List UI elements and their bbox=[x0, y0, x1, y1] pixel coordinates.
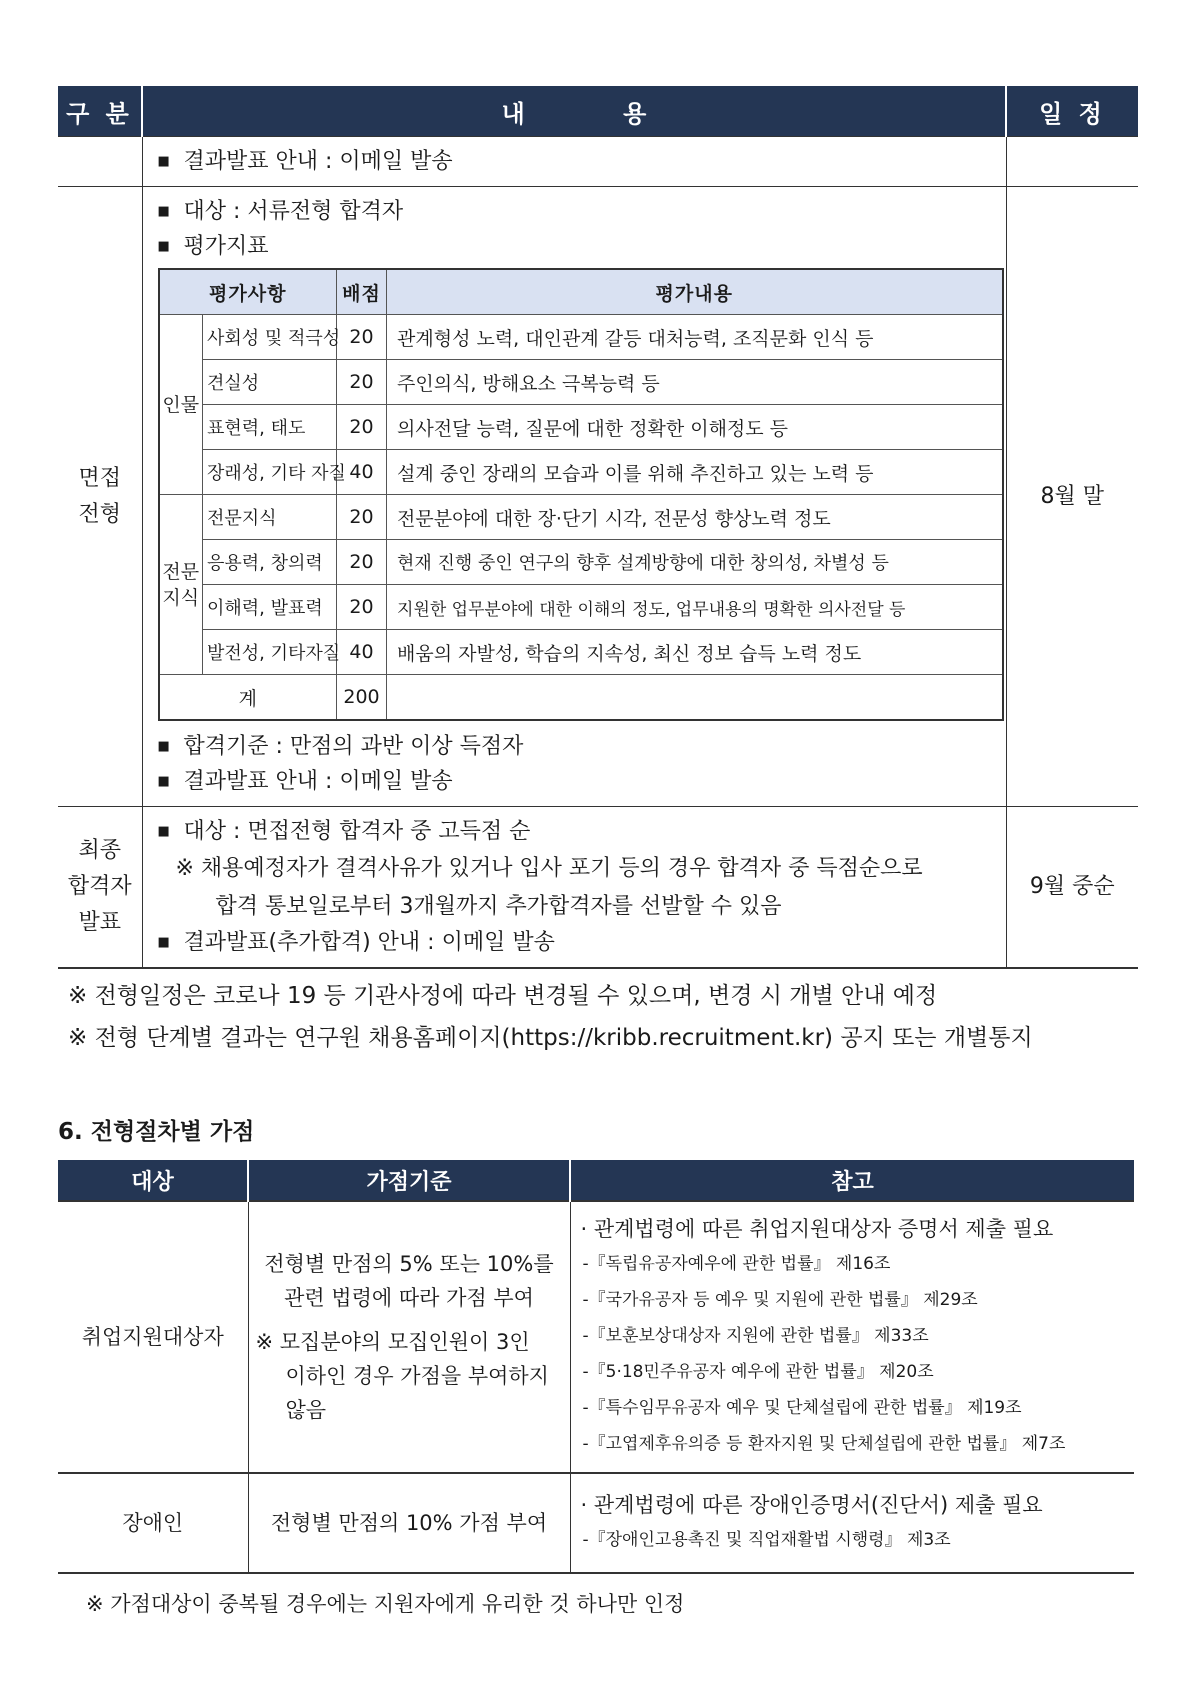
eval-item: 장래성, 기타 자질 bbox=[203, 450, 337, 495]
note-line: 합격 통보일로부터 3개월까지 추가합격자를 선발할 수 있음 bbox=[215, 894, 782, 919]
eval-row bbox=[159, 585, 1003, 630]
eval-total-label: 계 bbox=[159, 675, 337, 721]
bonus-criteria bbox=[248, 1201, 570, 1473]
eval-content: 현재 진행 중인 연구의 향후 설계방향에 대한 창의성, 차별성 등 bbox=[387, 540, 1003, 585]
law-item: -『장애인고용촉진 및 직업재활법 시행령』 제3조 bbox=[582, 1530, 951, 1550]
eval-row bbox=[159, 450, 1003, 495]
content-final bbox=[142, 807, 1006, 969]
content-cell bbox=[142, 137, 1006, 187]
group-label: 전문 bbox=[162, 560, 200, 583]
bonus-header-criteria: 가점기준 bbox=[248, 1160, 570, 1201]
law-item: -『고엽제후유의증 등 환자지원 및 단체설립에 관한 법률』 제7조 bbox=[582, 1434, 1066, 1454]
bonus-header-target: 대상 bbox=[58, 1160, 248, 1201]
eval-row bbox=[159, 405, 1003, 450]
row-final bbox=[58, 807, 1138, 969]
bonus-header bbox=[58, 1160, 1134, 1201]
bonus-table bbox=[58, 1160, 1134, 1574]
bullet-item: ■ 결과발표(추가합격) 안내 : 이메일 발송 bbox=[158, 925, 995, 960]
header-content-label: 내 용 bbox=[501, 99, 647, 128]
header-schedule: 일 정 bbox=[1006, 86, 1138, 137]
eval-points: 20 bbox=[337, 360, 387, 405]
eval-header-content: 평가내용 bbox=[387, 269, 1003, 315]
eval-row bbox=[159, 630, 1003, 675]
group-label: 인물 bbox=[162, 393, 200, 416]
footnote: ※ 전형일정은 코로나 19 등 기관사정에 따라 변경될 수 있으며, 변경 시 개별 안내 예정 bbox=[68, 983, 938, 1009]
eval-item: 표현력, 태도 bbox=[203, 405, 337, 450]
header-content bbox=[142, 86, 1006, 137]
section-title: 6. 전형절차별 가점 bbox=[58, 1119, 255, 1145]
category-line: 전형 bbox=[78, 501, 121, 527]
bullet-item: ■ 결과발표 안내 : 이메일 발송 bbox=[158, 144, 995, 179]
eval-content: 설계 중인 장래의 모습과 이를 위해 추진하고 있는 노력 등 bbox=[387, 450, 1003, 495]
bonus-reference bbox=[570, 1473, 1134, 1573]
criteria-note-line: ※ 모집분야의 모집인원이 3인 bbox=[255, 1330, 530, 1354]
note-line: ※ 채용예정자가 결격사유가 있거나 입사 포기 등의 경우 합격자 중 득점순으로 bbox=[175, 856, 923, 881]
eval-header-points: 배점 bbox=[337, 269, 387, 315]
eval-header-item: 평가사항 bbox=[159, 269, 337, 315]
schedule-table bbox=[58, 86, 1138, 969]
eval-content: 주인의식, 방해요소 극복능력 등 bbox=[387, 360, 1003, 405]
bullet-item: ■ 대상 : 서류전형 합격자 bbox=[158, 194, 995, 229]
bonus-target: 취업지원대상자 bbox=[58, 1201, 248, 1473]
law-item: -『5·18민주유공자 예우에 관한 법률』 제20조 bbox=[582, 1362, 934, 1382]
bullet-item: ■ 합격기준 : 만점의 과반 이상 득점자 bbox=[158, 729, 995, 764]
category-line: 발표 bbox=[78, 910, 121, 935]
eval-item: 전문지식 bbox=[203, 495, 337, 540]
eval-points: 40 bbox=[337, 630, 387, 675]
bonus-criteria bbox=[248, 1473, 570, 1573]
bonus-target: 장애인 bbox=[58, 1473, 248, 1573]
eval-row bbox=[159, 360, 1003, 405]
page bbox=[58, 86, 1138, 1618]
evaluation-header bbox=[159, 269, 1003, 315]
reference-lead: · 관계법령에 따른 장애인증명서(진단서) 제출 필요 bbox=[580, 1493, 1043, 1517]
category-final bbox=[58, 807, 142, 969]
footnotes bbox=[58, 975, 1138, 1059]
criteria-line: 관련 법령에 따라 가점 부여 bbox=[284, 1286, 534, 1310]
eval-group-expertise bbox=[159, 495, 203, 675]
criteria-line: 전형별 만점의 10% 가점 부여 bbox=[270, 1511, 548, 1535]
law-item: -『국가유공자 등 예우 및 지원에 관한 법률』 제29조 bbox=[582, 1290, 978, 1310]
eval-content: 배움의 자발성, 학습의 지속성, 최신 정보 습득 노력 정도 bbox=[387, 630, 1003, 675]
law-item: -『독립유공자예우에 관한 법률』 제16조 bbox=[582, 1254, 891, 1274]
row-interview bbox=[58, 187, 1138, 807]
bonus-row bbox=[58, 1201, 1134, 1473]
bonus-reference bbox=[570, 1201, 1134, 1473]
bullet-item: ■ 결과발표 안내 : 이메일 발송 bbox=[158, 764, 995, 799]
eval-content: 지원한 업무분야에 대한 이해의 정도, 업무내용의 명확한 의사전달 등 bbox=[387, 585, 1003, 630]
reference-lead: · 관계법령에 따른 취업지원대상자 증명서 제출 필요 bbox=[580, 1217, 1054, 1241]
eval-total-row bbox=[159, 675, 1003, 721]
criteria-line: 전형별 만점의 5% 또는 10%를 bbox=[264, 1252, 554, 1276]
schedule-final: 9월 중순 bbox=[1006, 807, 1138, 969]
header-category: 구 분 bbox=[58, 86, 142, 137]
eval-content: 관계형성 노력, 대인관계 갈등 대처능력, 조직문화 인식 등 bbox=[387, 315, 1003, 360]
criteria-note-line: 이하인 경우 가점을 부여하지 bbox=[285, 1364, 549, 1388]
eval-item: 응용력, 창의력 bbox=[203, 540, 337, 585]
eval-total-empty bbox=[387, 675, 1003, 721]
schedule-cell bbox=[1006, 137, 1138, 187]
category-interview bbox=[58, 187, 142, 807]
evaluation-table bbox=[158, 268, 1004, 721]
schedule-interview: 8월 말 bbox=[1006, 187, 1138, 807]
law-item: -『특수임무유공자 예우 및 단체설립에 관한 법률』 제19조 bbox=[582, 1398, 1022, 1418]
criteria-note-line: 않음 bbox=[285, 1398, 327, 1422]
eval-item: 견실성 bbox=[203, 360, 337, 405]
category-line: 최종 bbox=[78, 838, 121, 863]
bonus-header-reference: 참고 bbox=[570, 1160, 1134, 1201]
eval-row bbox=[159, 540, 1003, 585]
bullet-item: ■ 대상 : 면접전형 합격자 중 고득점 순 bbox=[158, 814, 995, 849]
row-document-result bbox=[58, 137, 1138, 187]
category-line: 합격자 bbox=[67, 874, 132, 899]
content-interview bbox=[142, 187, 1006, 807]
bonus-note: ※ 가점대상이 중복될 경우에는 지원자에게 유리한 것 하나만 인정 bbox=[86, 1592, 685, 1616]
eval-item: 발전성, 기타자질 bbox=[203, 630, 337, 675]
eval-group-personality bbox=[159, 315, 203, 495]
category-cell bbox=[58, 137, 142, 187]
group-label: 지식 bbox=[162, 586, 200, 609]
bullet-item: ■ 평가지표 bbox=[158, 229, 995, 264]
criteria-note bbox=[250, 1325, 569, 1427]
eval-item: 이해력, 발표력 bbox=[203, 585, 337, 630]
eval-content: 의사전달 능력, 질문에 대한 정확한 이해정도 등 bbox=[387, 405, 1003, 450]
eval-points: 20 bbox=[337, 405, 387, 450]
eval-points: 20 bbox=[337, 495, 387, 540]
eval-total-points: 200 bbox=[337, 675, 387, 721]
eval-points: 20 bbox=[337, 540, 387, 585]
eval-row bbox=[159, 495, 1003, 540]
eval-points: 20 bbox=[337, 315, 387, 360]
eval-row bbox=[159, 315, 1003, 360]
schedule-table-header bbox=[58, 86, 1138, 137]
category-line: 면접 bbox=[78, 465, 121, 491]
law-item: -『보훈보상대상자 지원에 관한 법률』 제33조 bbox=[582, 1326, 929, 1346]
eval-points: 20 bbox=[337, 585, 387, 630]
eval-content: 전문분야에 대한 장·단기 시각, 전문성 향상노력 정도 bbox=[387, 495, 1003, 540]
footnote: ※ 전형 단계별 결과는 연구원 채용홈페이지(https://kribb.recruitment.kr) 공지 또는 개별통지 bbox=[68, 1025, 1033, 1051]
bonus-row bbox=[58, 1473, 1134, 1573]
eval-points: 40 bbox=[337, 450, 387, 495]
eval-item: 사회성 및 적극성 bbox=[203, 315, 337, 360]
